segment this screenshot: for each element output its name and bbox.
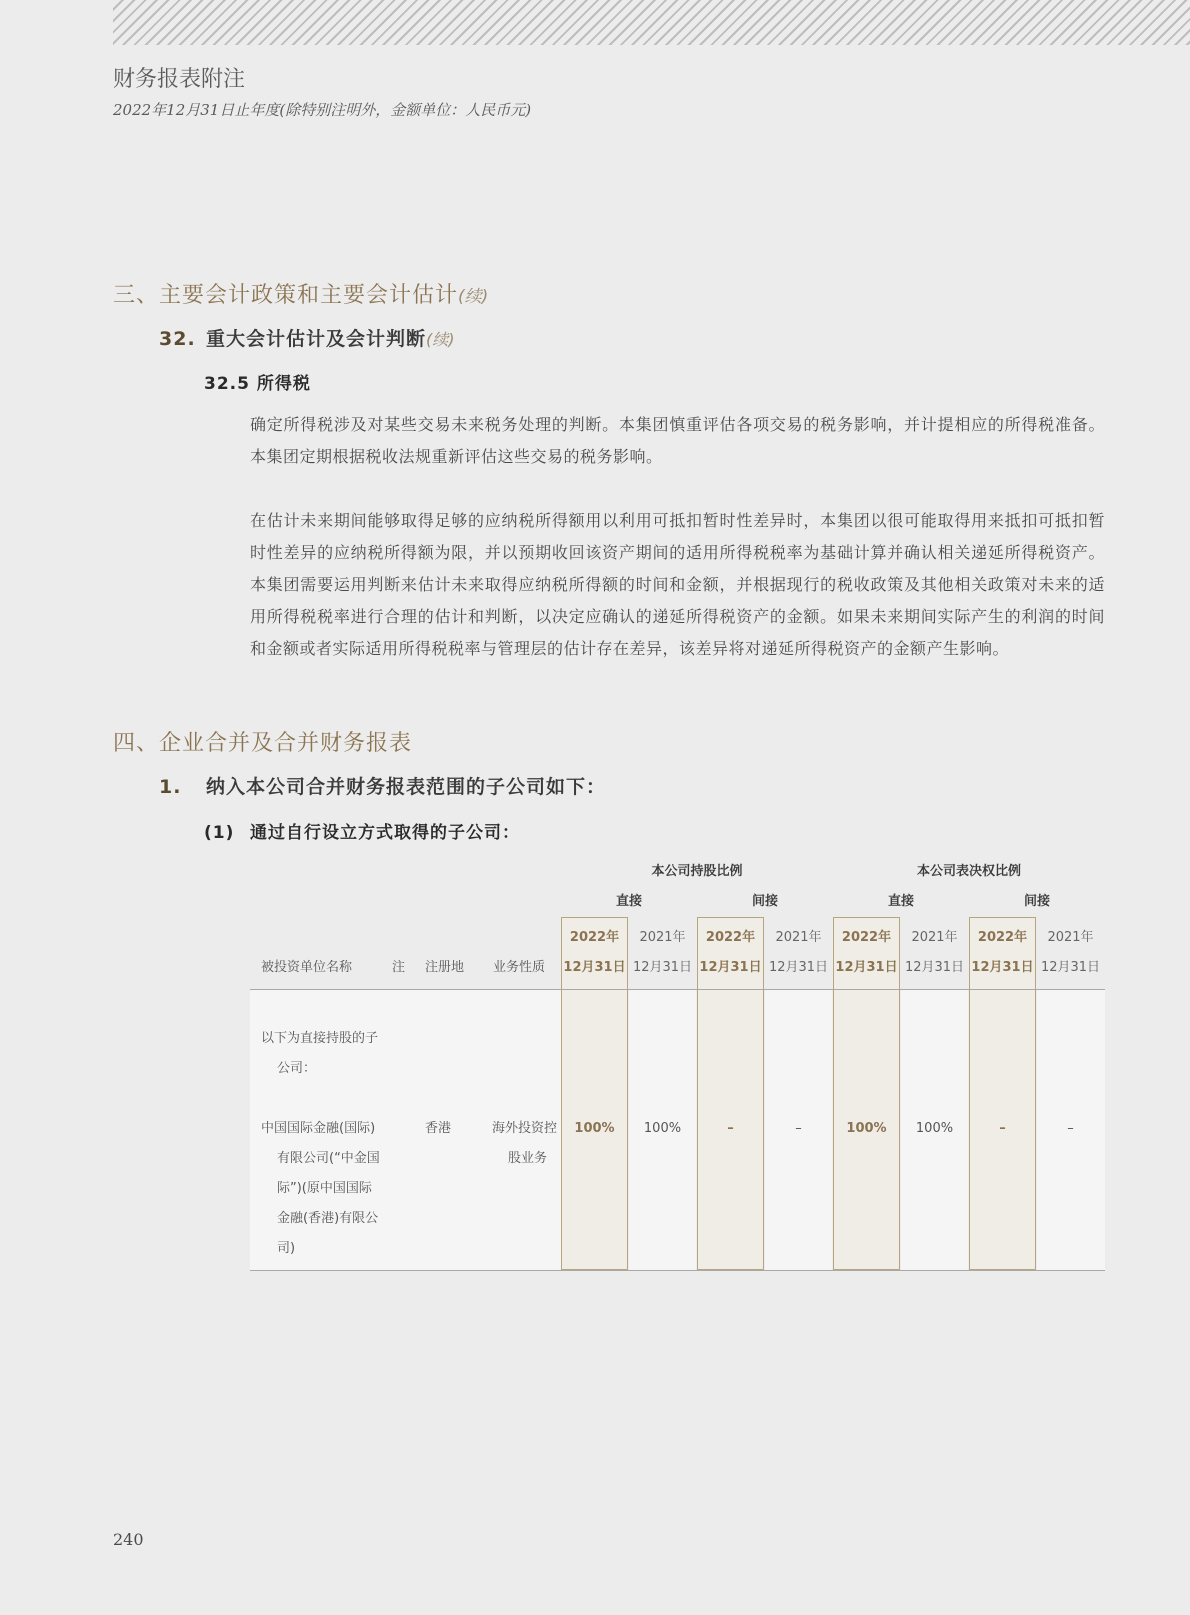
header-title: 财务报表附注: [113, 67, 246, 92]
hdr-date-2022-b: 12月31日: [699, 960, 762, 975]
group-share-ratio: 本公司持股比例: [651, 864, 743, 879]
hdr-company-name: 被投资单位名称: [261, 960, 353, 975]
value-vote-indirect-2021: –: [1067, 1121, 1074, 1136]
section3-sub-number: 32.: [159, 328, 196, 350]
registration-place: 香港: [425, 1121, 452, 1136]
section3-cont: (续): [458, 287, 489, 307]
section4-item-title: 通过自行设立方式取得的子公司：: [250, 823, 520, 843]
header-subtitle: 2022年12月31日止年度(除特别注明外，金额单位：人民币元): [113, 101, 532, 119]
section4-sub-title: 纳入本公司合并财务报表范围的子公司如下：: [206, 776, 607, 798]
hdr-registration-place: 注册地: [425, 960, 465, 975]
value-vote-indirect-2022: –: [999, 1121, 1006, 1136]
hdr-date-2022-a: 12月31日: [563, 960, 626, 975]
value-vote-direct-2021: 100%: [915, 1121, 954, 1136]
group-label-line-2: 公司：: [277, 1061, 317, 1076]
hdr-date-2021-a: 12月31日: [632, 960, 693, 975]
paragraph-2: 在估计未来期间能够取得足够的应纳税所得额用以利用可抵扣暂时性差异时，本集团以很可能取得用来抵扣可抵扣暂时性差异的应纳税所得额为限，并以预期收回该资产期间的适用所得税税率为基础计算并确认相关递延所得税资产。本集团需要运用判断来估计未来取得应纳税所得额的时间和金额，并根据现行的税收政策及其他相关政策对未来的适用所得税税率进行合理的估计和判断，以决定应确认的递延所得税资产的金额。如果未来期间实际产生的利润的时间和金额或者实际适用所得税税率与管理层的估计存在差异，该差异将对递延所得税资产的金额产生影响。: [250, 511, 1105, 658]
vote-indirect: 间接: [1023, 894, 1050, 909]
section4-item-number: (1): [204, 823, 235, 843]
company-name-line-1: 中国国际金融(国际): [261, 1121, 376, 1136]
hdr-year-2021-d: 2021年: [1047, 930, 1094, 945]
hdr-year-2021-c: 2021年: [911, 930, 958, 945]
group-label-line-1: 以下为直接持股的子: [261, 1031, 379, 1046]
section3-item-title: 32.5 所得税: [204, 374, 311, 394]
share-indirect: 间接: [751, 894, 778, 909]
section3-sub-title: 重大会计估计及会计判断: [206, 328, 427, 350]
section4-heading: 四、企业合并及合并财务报表: [113, 731, 413, 756]
company-name-line-5: 司): [277, 1241, 296, 1256]
share-direct: 直接: [615, 894, 642, 909]
business-nature-line-2: 股业务: [508, 1151, 548, 1166]
hdr-year-2022-d: 2022年: [977, 930, 1028, 945]
hdr-year-2022-a: 2022年: [569, 930, 620, 945]
paragraph-1: 确定所得税涉及对某些交易未来税务处理的判断。本集团慎重评估各项交易的税务影响，并计提相应的所得税准备。本集团定期根据税收法规重新评估这些交易的税务影响。: [250, 415, 1105, 466]
hdr-date-2022-c: 12月31日: [835, 960, 898, 975]
table-bottom-line: [250, 1270, 1105, 1271]
company-name-line-3: 际”)(原中国国际: [277, 1181, 372, 1196]
value-share-indirect-2021: –: [795, 1121, 802, 1136]
business-nature-line-1: 海外投资控: [492, 1121, 558, 1136]
section4-sub-number: 1.: [159, 776, 182, 798]
value-share-indirect-2022: –: [727, 1121, 734, 1136]
hdr-year-2021-a: 2021年: [639, 930, 686, 945]
company-name-line-2: 有限公司(“中金国: [277, 1151, 380, 1166]
hdr-year-2022-c: 2022年: [841, 930, 892, 945]
section3-sub-cont: (续): [426, 330, 455, 349]
hdr-year-2022-b: 2022年: [705, 930, 756, 945]
value-vote-direct-2022: 100%: [846, 1121, 887, 1136]
hdr-date-2021-c: 12月31日: [904, 960, 965, 975]
section3-title: 三、主要会计政策和主要会计估计: [113, 283, 459, 308]
value-share-direct-2021: 100%: [643, 1121, 682, 1136]
hdr-date-2021-b: 12月31日: [768, 960, 829, 975]
hdr-date-2022-d: 12月31日: [971, 960, 1034, 975]
page-number: 240: [113, 1530, 144, 1549]
hdr-business-nature: 业务性质: [493, 960, 546, 975]
vote-direct: 直接: [887, 894, 914, 909]
header-divider: [250, 989, 1105, 990]
company-name-line-4: 金融(香港)有限公: [277, 1211, 379, 1226]
hdr-date-2021-d: 12月31日: [1040, 960, 1101, 975]
hdr-year-2021-b: 2021年: [775, 930, 822, 945]
hdr-note: 注: [392, 960, 406, 975]
value-share-direct-2022: 100%: [574, 1121, 615, 1136]
group-vote-ratio: 本公司表决权比例: [916, 864, 1021, 879]
